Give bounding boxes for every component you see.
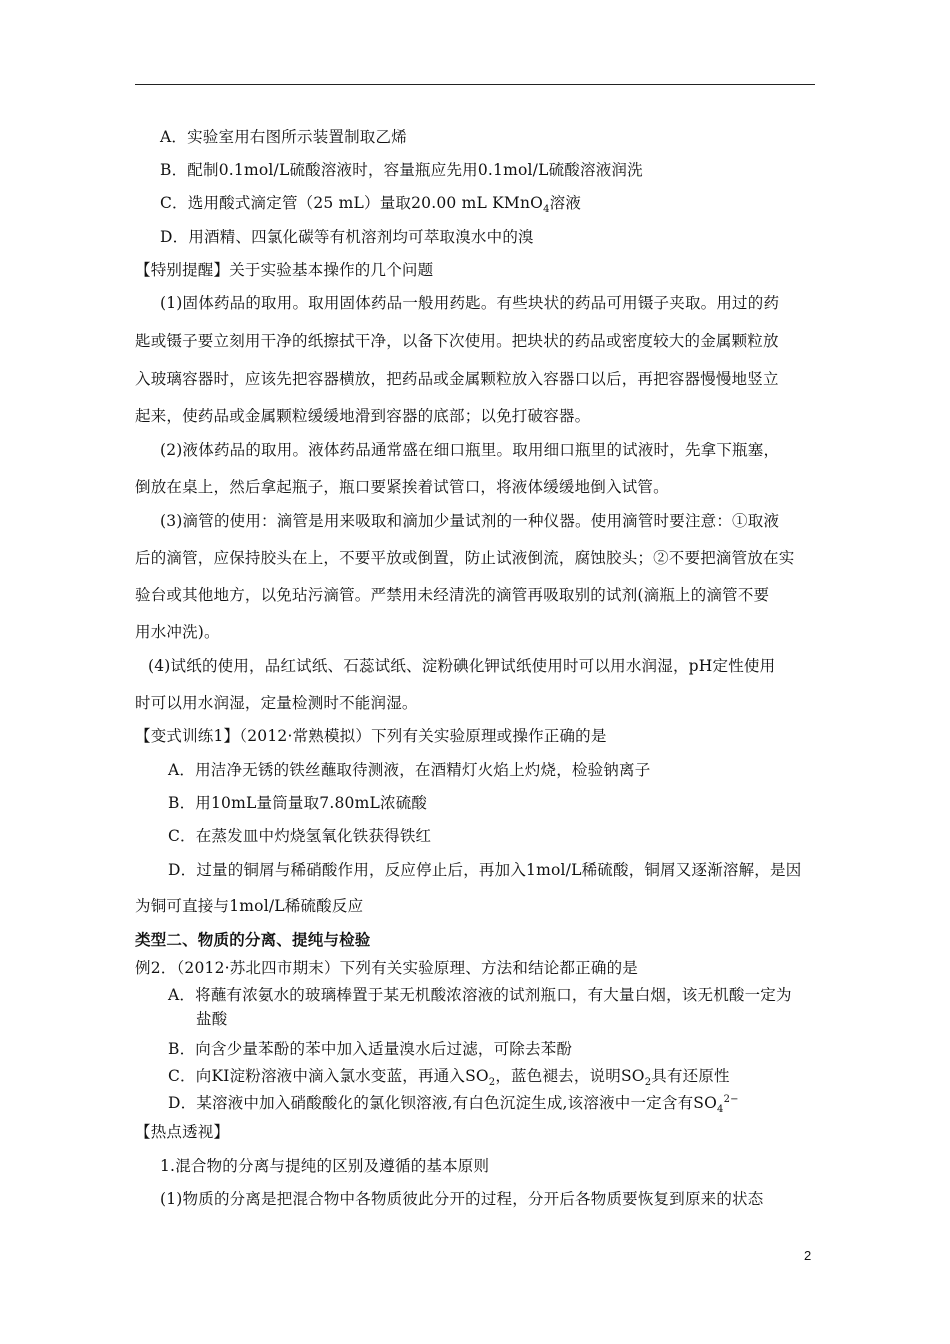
- example-title: 例2．（2012·苏北四市期末）下列有关实验原理、方法和结论都正确的是: [135, 959, 638, 977]
- paragraph-line: (1)固体药品的取用。取用固体药品一般用药匙。有些块状的药品可用镊子夹取。用过的药: [160, 294, 780, 312]
- variant-option-a: A．用洁净无锈的铁丝蘸取待测液，在酒精灯火焰上灼烧，检验钠离子: [168, 761, 651, 779]
- paragraph-line: 匙或镊子要立刻用干净的纸擦拭干净，以备下次使用。把块状的药品或密度较大的金属颗粒放: [135, 332, 779, 350]
- paragraph-line: 入玻璃容器时，应该先把容器横放，把药品或金属颗粒放入容器口以后，再把容器慢慢地竖立: [135, 370, 779, 388]
- paragraph-line: 后的滴管，应保持胶头在上，不要平放或倒置，防止试液倒流，腐蚀胶头；②不要把滴管放在实: [135, 549, 795, 567]
- section-heading: 类型二、物质的分离、提纯与检验: [135, 931, 371, 949]
- paragraph-line: 用水冲洗)。: [135, 623, 220, 641]
- variant-title: 【变式训练1】（2012·常熟模拟）下列有关实验原理或操作正确的是: [135, 727, 607, 745]
- paragraph-line: (2)液体药品的取用。液体药品通常盛在细口瓶里。取用细口瓶里的试液时，先拿下瓶塞，: [160, 441, 780, 459]
- paragraph-line: 起来，使药品或金属颗粒缓缓地滑到容器的底部；以免打破容器。: [135, 407, 591, 425]
- q1-option-c: C．选用酸式滴定管（25 mL）量取20.00 mL KMnO$_4$溶液: [160, 194, 582, 216]
- q1-option-d: D．用酒精、四氯化碳等有机溶剂均可萃取溴水中的溴: [160, 228, 534, 246]
- paragraph-line: 时可以用水润湿，定量检测时不能润湿。: [135, 694, 418, 712]
- page-number: 2: [804, 1248, 812, 1263]
- hot-topic-title: 【热点透视】: [135, 1123, 230, 1141]
- example-option-b: B．向含少量苯酚的苯中加入适量溴水后过滤，可除去苯酚: [168, 1040, 573, 1058]
- paragraph-line: 倒放在桌上，然后拿起瓶子，瓶口要紧挨着试管口，将液体缓缓地倒入试管。: [135, 478, 669, 496]
- paragraph-line: 验台或其他地方，以免玷污滴管。严禁用未经清洗的滴管再吸取别的试剂(滴瓶上的滴管不要: [135, 586, 770, 604]
- example-option-a-cont: 盐酸: [196, 1010, 228, 1028]
- variant-option-d-cont: 为铜可直接与1mol/L稀硫酸反应: [135, 897, 364, 915]
- q1-option-b: B．配制0.1mol/L硫酸溶液时，容量瓶应先用0.1mol/L硫酸溶液润洗: [160, 161, 643, 179]
- paragraph-line: (3)滴管的使用：滴管是用来吸取和滴加少量试剂的一种仪器。使用滴管时要注意：①取液: [160, 512, 780, 530]
- q1-option-a: A．实验室用右图所示装置制取乙烯: [160, 128, 407, 146]
- example-option-a: A．将蘸有浓氨水的玻璃棒置于某无机酸浓溶液的试剂瓶口，有大量白烟，该无机酸一定为: [168, 986, 792, 1004]
- example-option-d: D．某溶液中加入硝酸酸化的氯化钡溶液,有白色沉淀生成,该溶液中一定含有$SO_4^{2-}$: [168, 1093, 739, 1116]
- example-option-c: C．向KI淀粉溶液中滴入氯水变蓝，再通入$SO_2$，蓝色褪去，说明$SO_2$具有还原性: [168, 1067, 730, 1089]
- variant-option-c: C．在蒸发皿中灼烧氢氧化铁获得铁红: [168, 827, 432, 845]
- hot-topic-item: 1.混合物的分离与提纯的区别及遵循的基本原则: [160, 1157, 490, 1175]
- reminder-title: 【特别提醒】关于实验基本操作的几个问题: [135, 261, 434, 279]
- variant-option-b: B．用10mL量筒量取7.80mL浓硫酸: [168, 794, 428, 812]
- paragraph-line: (4)试纸的使用，品红试纸、石蕊试纸、淀粉碘化钾试纸使用时可以用水润湿，pH定性使用: [148, 657, 776, 675]
- variant-option-d: D．过量的铜屑与稀硝酸作用，反应停止后，再加入1mol/L稀硫酸，铜屑又逐渐溶解，是因: [168, 861, 802, 879]
- header-rule: [135, 84, 815, 85]
- hot-topic-paragraph: (1)物质的分离是把混合物中各物质彼此分开的过程，分开后各物质要恢复到原来的状态: [160, 1190, 764, 1208]
